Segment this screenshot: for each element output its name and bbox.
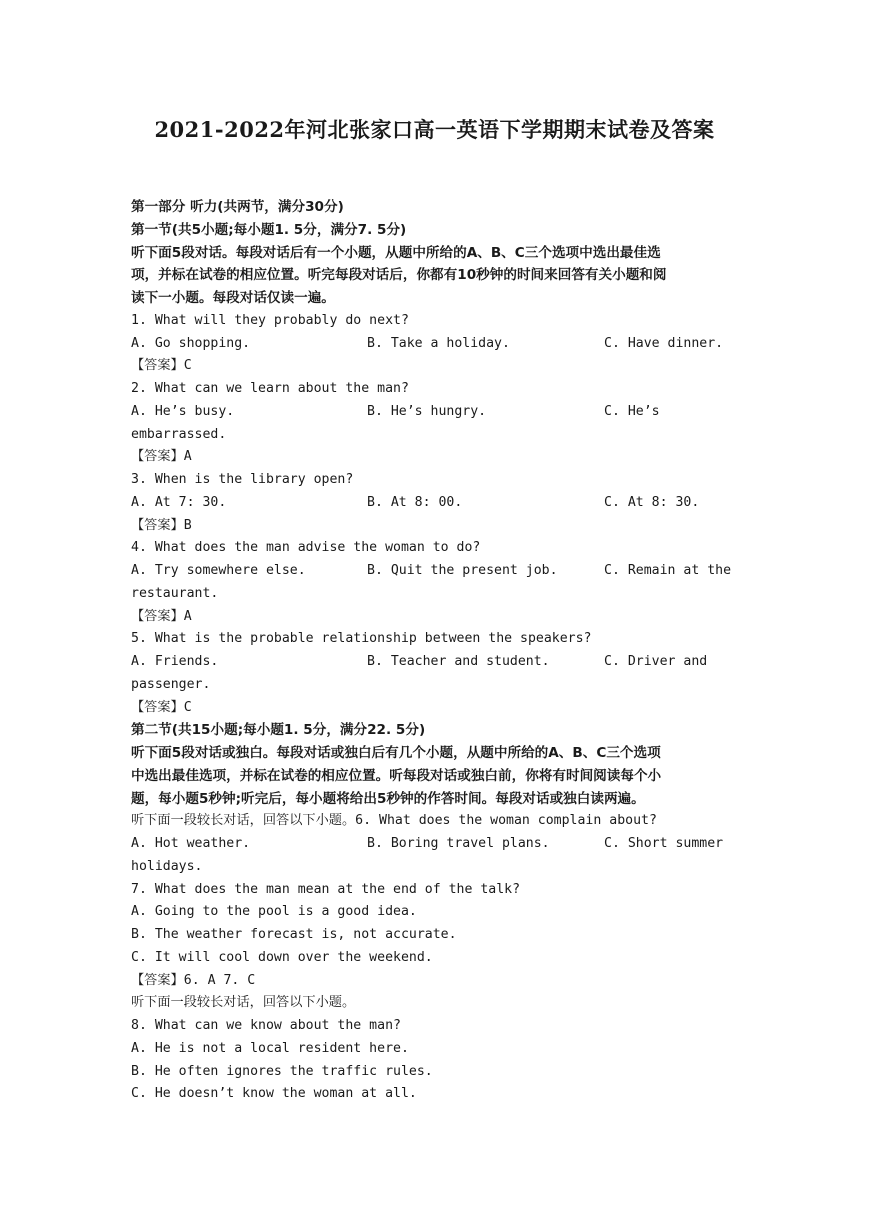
section1-instruction-line: 听下面5段对话。每段对话后有一个小题，从题中所给的A、B、C三个选项中选出最佳选: [131, 244, 661, 261]
option-c: C. Remain at the: [604, 563, 732, 578]
option-c-continuation: passenger.: [131, 676, 211, 692]
option-b: B. Boring travel plans.: [367, 836, 550, 851]
option-b: B. Take a holiday.: [367, 335, 510, 351]
option-c: C. He’s: [604, 403, 660, 419]
part1-heading: 第一部分 听力(共两节，满分30分): [131, 199, 344, 215]
answer-line: 【答案】A: [131, 608, 192, 624]
option-c: C. He doesn’t know the woman at all.: [131, 1086, 417, 1102]
section2-instruction-line: 题，每小题5秒钟;听完后，每小题将给出5秒钟的作答时间。每段对话或独白读两遍。: [131, 790, 645, 807]
option-b: B. The weather forecast is, not accurate.: [131, 927, 457, 942]
options-row: [131, 560, 741, 583]
section2-instruction-line: 中选出最佳选项，并标在试卷的相应位置。听每段对话或独白前，你将有时间阅读每个小: [131, 767, 662, 784]
option-c-continuation: restaurant.: [131, 585, 219, 601]
question-stem: 3. When is the library open?: [131, 472, 354, 487]
options-row: [131, 492, 741, 515]
section2-heading: 第二节(共15小题;每小题1. 5分，满分22. 5分): [131, 722, 426, 739]
option-a: A. Hot weather.: [131, 836, 251, 851]
options-row: [131, 651, 741, 674]
option-c: C. Short summer: [604, 836, 724, 851]
question-stem: 4. What does the man advise the woman to do?: [131, 540, 481, 556]
option-c: C. It will cool down over the weekend.: [131, 949, 433, 965]
option-c-continuation: holidays.: [131, 858, 203, 874]
question-stem: 1. What will they probably do next?: [131, 312, 409, 328]
answer-line: 【答案】6. A 7. C: [131, 972, 256, 988]
answer-line: 【答案】B: [131, 517, 192, 533]
question-stem: 7. What does the man mean at the end of the talk?: [131, 881, 521, 897]
option-c: C. Have dinner.: [604, 335, 724, 351]
option-b: B. Quit the present job.: [367, 563, 558, 578]
section2-instruction-line: 听下面5段对话或独白。每段对话或独白后有几个小题，从题中所给的A、B、C三个选项: [131, 745, 661, 761]
document-body: [131, 196, 741, 1106]
option-c: C. At 8: 30.: [604, 494, 700, 510]
option-a: A. He’s busy.: [131, 403, 235, 419]
option-c-continuation: embarrassed.: [131, 426, 227, 442]
option-b: B. At 8: 00.: [367, 494, 463, 510]
question-stem: 8. What can we know about the man?: [131, 1018, 401, 1033]
options-row: [131, 333, 741, 356]
option-a: A. At 7: 30.: [131, 494, 227, 510]
option-a: A. Try somewhere else.: [131, 563, 306, 578]
option-a: A. Friends.: [131, 654, 219, 669]
question-stem: 2. What can we learn about the man?: [131, 381, 409, 396]
section1-instruction-line: 读下一小题。每段对话仅读一遍。: [131, 290, 335, 306]
question-stem: 5. What is the probable relationship between the speakers?: [131, 631, 592, 647]
answer-line: 【答案】A: [131, 449, 192, 465]
option-b: B. He’s hungry.: [367, 403, 487, 419]
answer-line: 【答案】C: [131, 699, 192, 715]
option-b: B. He often ignores the traffic rules.: [131, 1063, 433, 1079]
section1-heading: 第一节(共5小题;每小题1. 5分，满分7. 5分): [131, 221, 407, 238]
option-c: C. Driver and: [604, 654, 708, 669]
option-a: A. He is not a local resident here.: [131, 1040, 409, 1056]
document-title: 2021-2022年河北张家口高一英语下学期期末试卷及答案: [154, 117, 715, 142]
options-row: [131, 833, 741, 856]
option-a: A. Go shopping.: [131, 335, 251, 351]
question-stem: 听下面一段较长对话，回答以下小题。6. What does the woman complain about?: [131, 813, 657, 829]
answer-line: 【答案】C: [131, 358, 192, 374]
section1-instruction-line: 项，并标在试卷的相应位置。听完每段对话后，你都有10秒钟的时间来回答有关小题和阅: [131, 267, 667, 284]
dialogue-intro: 听下面一段较长对话，回答以下小题。: [131, 995, 356, 1011]
option-a: A. Going to the pool is a good idea.: [131, 904, 417, 920]
option-b: B. Teacher and student.: [367, 654, 550, 669]
options-row: [131, 401, 741, 424]
